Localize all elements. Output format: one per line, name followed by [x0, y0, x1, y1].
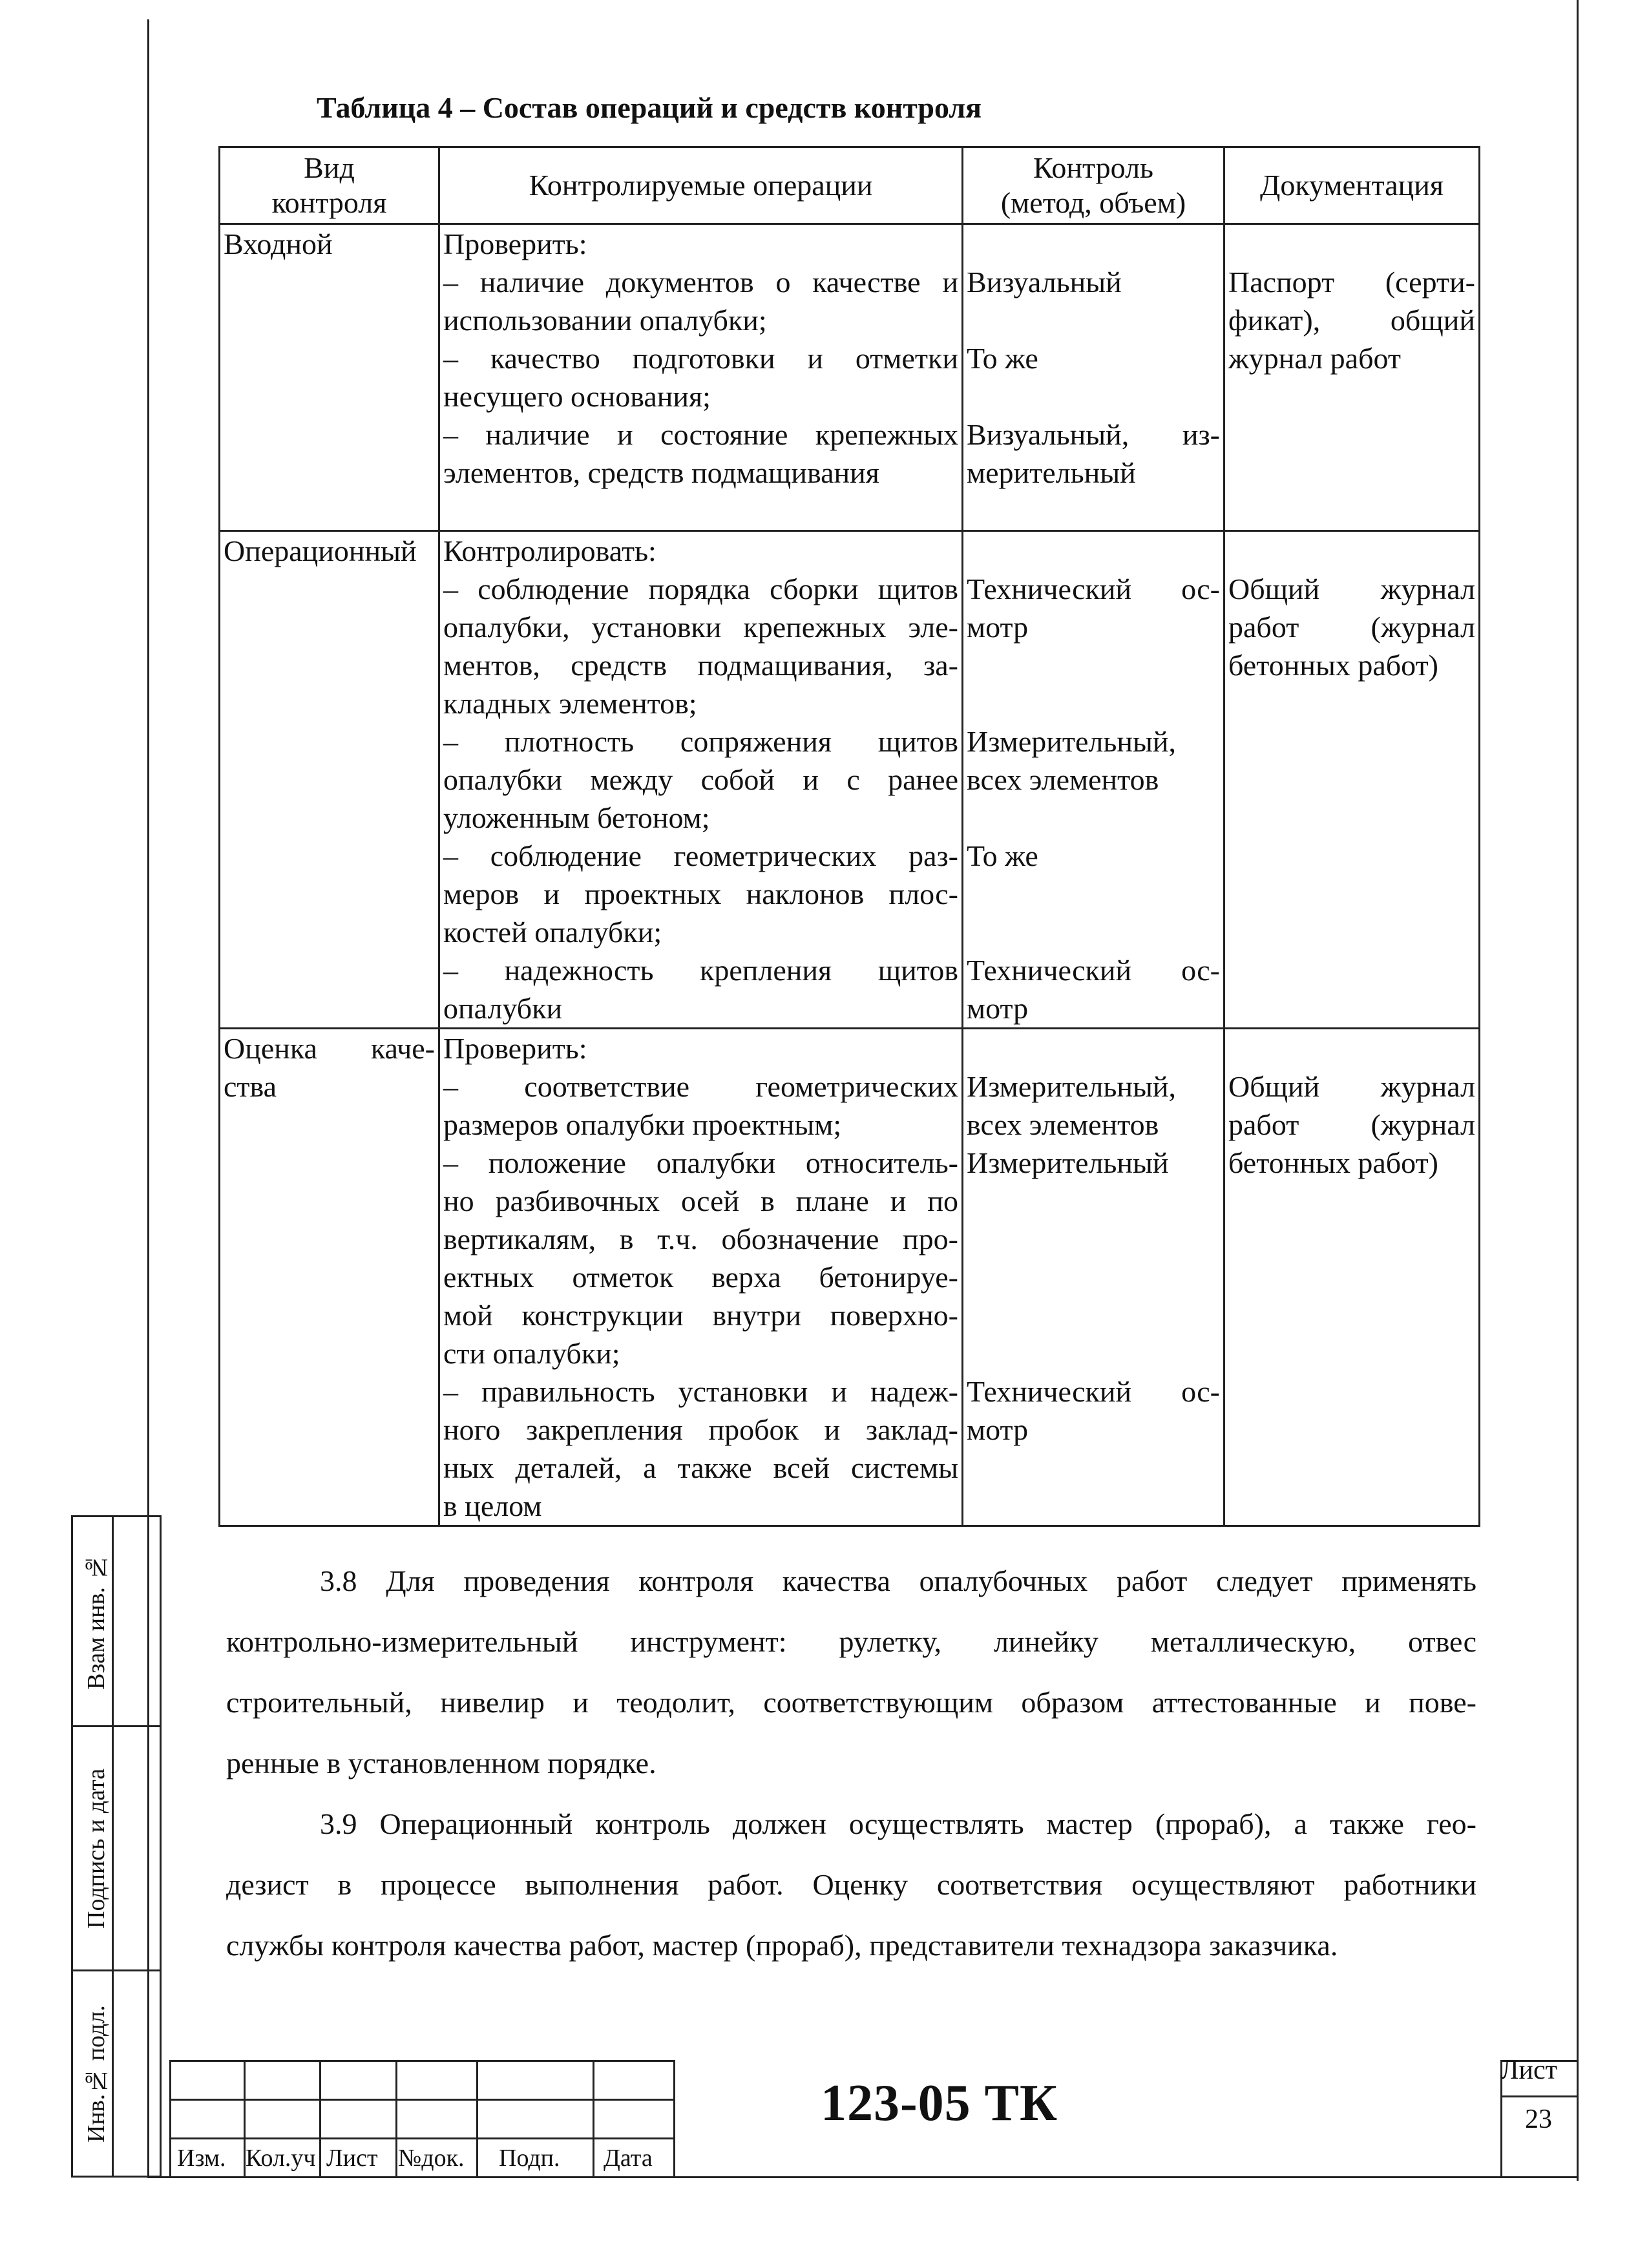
ops-heading: Проверить: — [443, 1032, 587, 1065]
op-line: – соблюдение геометрических раз- — [443, 839, 958, 872]
paragraph-line: службы контроля качества работ, мастер (прораб), представители технадзора заказчика. — [226, 1929, 1338, 1962]
paragraph-3-8 — [226, 1551, 1476, 1794]
method-line: всех элементов — [967, 763, 1159, 796]
caption-doc-number: №док. — [398, 2145, 465, 2172]
op-line: – соответствие геометрических — [443, 1070, 958, 1103]
side-strip-divider-vertical — [112, 1517, 114, 2176]
op-line: сти опалубки; — [443, 1337, 620, 1370]
op-line: размеров опалубки проектным; — [443, 1108, 842, 1141]
op-line: опалубки — [443, 992, 563, 1025]
doc-line: журнал работ — [1228, 342, 1401, 375]
op-line: ментов, средств подмащивания, за- — [443, 649, 958, 682]
doc-line: работ (журнал — [1228, 611, 1475, 644]
doc-line: бетонных работ) — [1228, 1146, 1438, 1179]
op-line: – качество подготовки и отметки — [443, 342, 958, 375]
paragraph-line: строительный, нивелир и теодолит, соответствующим образом аттестованные и пове- — [226, 1686, 1476, 1719]
type-line: Оценка каче- — [224, 1032, 435, 1065]
header-control-method — [963, 147, 1224, 224]
method-line: мотр — [967, 611, 1029, 644]
paragraph-line: 3.9 Операционный контроль должен осуществлять мастер (прораб), а также гео- — [320, 1807, 1476, 1840]
op-line: – правильность установки и надеж- — [443, 1375, 958, 1408]
title-block-line — [395, 2060, 397, 2178]
header-controlled-operations: Контролируемые операции — [439, 147, 963, 224]
method-line: мотр — [967, 992, 1029, 1025]
op-line: костей опалубки; — [443, 916, 662, 949]
op-line: уложенным бетоном; — [443, 801, 710, 834]
method-line: То же — [967, 839, 1038, 872]
op-line: – надежность крепления щитов — [443, 954, 958, 987]
op-line: меров и проектных наклонов плос- — [443, 877, 958, 910]
header-text: контроля — [271, 186, 387, 219]
cell-documentation — [1224, 531, 1480, 1029]
method-line: То же — [967, 342, 1038, 375]
side-label-original-inv: Инв.№ подл. — [83, 2005, 110, 2143]
side-strip-divider — [73, 1725, 160, 1727]
control-operations-table — [218, 146, 1480, 1527]
method-line: Измерительный, — [967, 725, 1176, 758]
caption-sheet: Лист — [326, 2145, 378, 2172]
method-line: Визуальный — [967, 266, 1122, 299]
op-line: – наличие и состояние крепежных — [443, 418, 958, 451]
ops-heading: Контролировать: — [443, 534, 656, 567]
side-label-signature-date: Подпись и дата — [83, 1768, 110, 1929]
doc-line: Общий журнал — [1228, 572, 1475, 605]
doc-line: фикат), общий — [1228, 304, 1475, 337]
op-line: – положение опалубки относитель- — [443, 1146, 958, 1179]
header-text: Вид — [304, 151, 355, 184]
side-label-replacement-inv: Взам инв. № — [83, 1553, 110, 1690]
table-row — [220, 1029, 1480, 1526]
table-header-row — [220, 147, 1480, 224]
cell-methods — [963, 1029, 1224, 1526]
op-line: опалубки между собой и с ранее — [443, 763, 958, 796]
document-code: 123-05 ТК — [821, 2075, 1058, 2132]
paragraph-line: дезист в процессе выполнения работ. Оценку соответствия осуществляют работники — [226, 1868, 1476, 1901]
op-line: ектных отметок верха бетонируе- — [443, 1261, 958, 1294]
header-text: (метод, объем) — [1000, 186, 1186, 219]
method-line: Технический ос- — [967, 1375, 1220, 1408]
header-text: Контроль — [1033, 151, 1153, 184]
paragraph-3-9 — [226, 1794, 1476, 1976]
table-row — [220, 224, 1480, 531]
op-line: в целом — [443, 1489, 542, 1522]
type-line: ства — [224, 1070, 277, 1103]
title-block-line — [169, 2060, 171, 2178]
title-block-line — [476, 2060, 478, 2178]
title-block-line — [673, 2060, 675, 2178]
side-stamp-strip — [71, 1515, 162, 2178]
op-line: кладных элементов; — [443, 687, 697, 720]
paragraph-line: контрольно-измерительный инструмент: рулетку, линейку металлическую, отвес — [226, 1625, 1476, 1658]
caption-signature: Подп. — [499, 2145, 560, 2172]
method-line: Измерительный — [967, 1146, 1169, 1179]
cell-control-type: Входной — [220, 224, 439, 531]
title-block-line — [593, 2060, 594, 2178]
cell-control-type — [220, 1029, 439, 1526]
doc-line: бетонных работ) — [1228, 649, 1438, 682]
table-row — [220, 531, 1480, 1029]
cell-operations — [439, 531, 963, 1029]
op-line: использовании опалубки; — [443, 304, 767, 337]
op-line: несущего основания; — [443, 380, 711, 413]
caption-change: Изм. — [177, 2145, 226, 2172]
cell-operations — [439, 224, 963, 531]
op-line: вертикалям, в т.ч. обозначение про- — [443, 1223, 958, 1255]
cell-documentation — [1224, 1029, 1480, 1526]
cell-methods — [963, 224, 1224, 531]
title-block-line — [1500, 2095, 1578, 2097]
op-line: элементов, средств подмащивания — [443, 456, 879, 489]
doc-line: работ (журнал — [1228, 1108, 1475, 1141]
sheet-number: 23 — [1525, 2105, 1552, 2134]
paragraph-line: ренные в установленном порядке. — [226, 1747, 656, 1780]
doc-line: Паспорт (серти- — [1228, 266, 1475, 299]
cell-control-type: Операционный — [220, 531, 439, 1029]
cell-operations — [439, 1029, 963, 1526]
method-line: Визуальный, из- — [967, 418, 1220, 451]
header-documentation: Документация — [1224, 147, 1480, 224]
op-line: – плотность сопряжения щитов — [443, 725, 958, 758]
cell-documentation — [1224, 224, 1480, 531]
sheet-label: Лист — [1500, 2055, 1557, 2085]
method-line: мерительный — [967, 456, 1136, 489]
side-strip-divider — [73, 1969, 160, 1971]
op-line: но разбивочных осей в плане и по — [443, 1184, 958, 1217]
method-line: Измерительный, — [967, 1070, 1176, 1103]
op-line: ного закрепления пробок и заклад- — [443, 1413, 958, 1446]
page-frame-right — [1577, 0, 1579, 2181]
op-line: ных деталей, а также всей системы — [443, 1451, 958, 1484]
method-line: Технический ос- — [967, 954, 1220, 987]
doc-line: Общий журнал — [1228, 1070, 1475, 1103]
paragraph-line: 3.8 Для проведения контроля качества опалубочных работ следует применять — [320, 1564, 1476, 1597]
op-line: мой конструкции внутри поверхно- — [443, 1299, 958, 1332]
op-line: – наличие документов о качестве и — [443, 266, 958, 299]
title-block-line — [319, 2060, 321, 2178]
table-title: Таблица 4 – Состав операций и средств контроля — [317, 91, 982, 124]
header-control-type — [220, 147, 439, 224]
op-line: – соблюдение порядка сборки щитов — [443, 572, 958, 605]
caption-count: Кол.уч — [246, 2145, 316, 2172]
ops-heading: Проверить: — [443, 227, 587, 260]
cell-methods — [963, 531, 1224, 1029]
op-line: опалубки, установки крепежных эле- — [443, 611, 958, 644]
method-line: Технический ос- — [967, 572, 1220, 605]
method-line: мотр — [967, 1413, 1029, 1446]
caption-date: Дата — [604, 2145, 653, 2172]
method-line: всех элементов — [967, 1108, 1159, 1141]
